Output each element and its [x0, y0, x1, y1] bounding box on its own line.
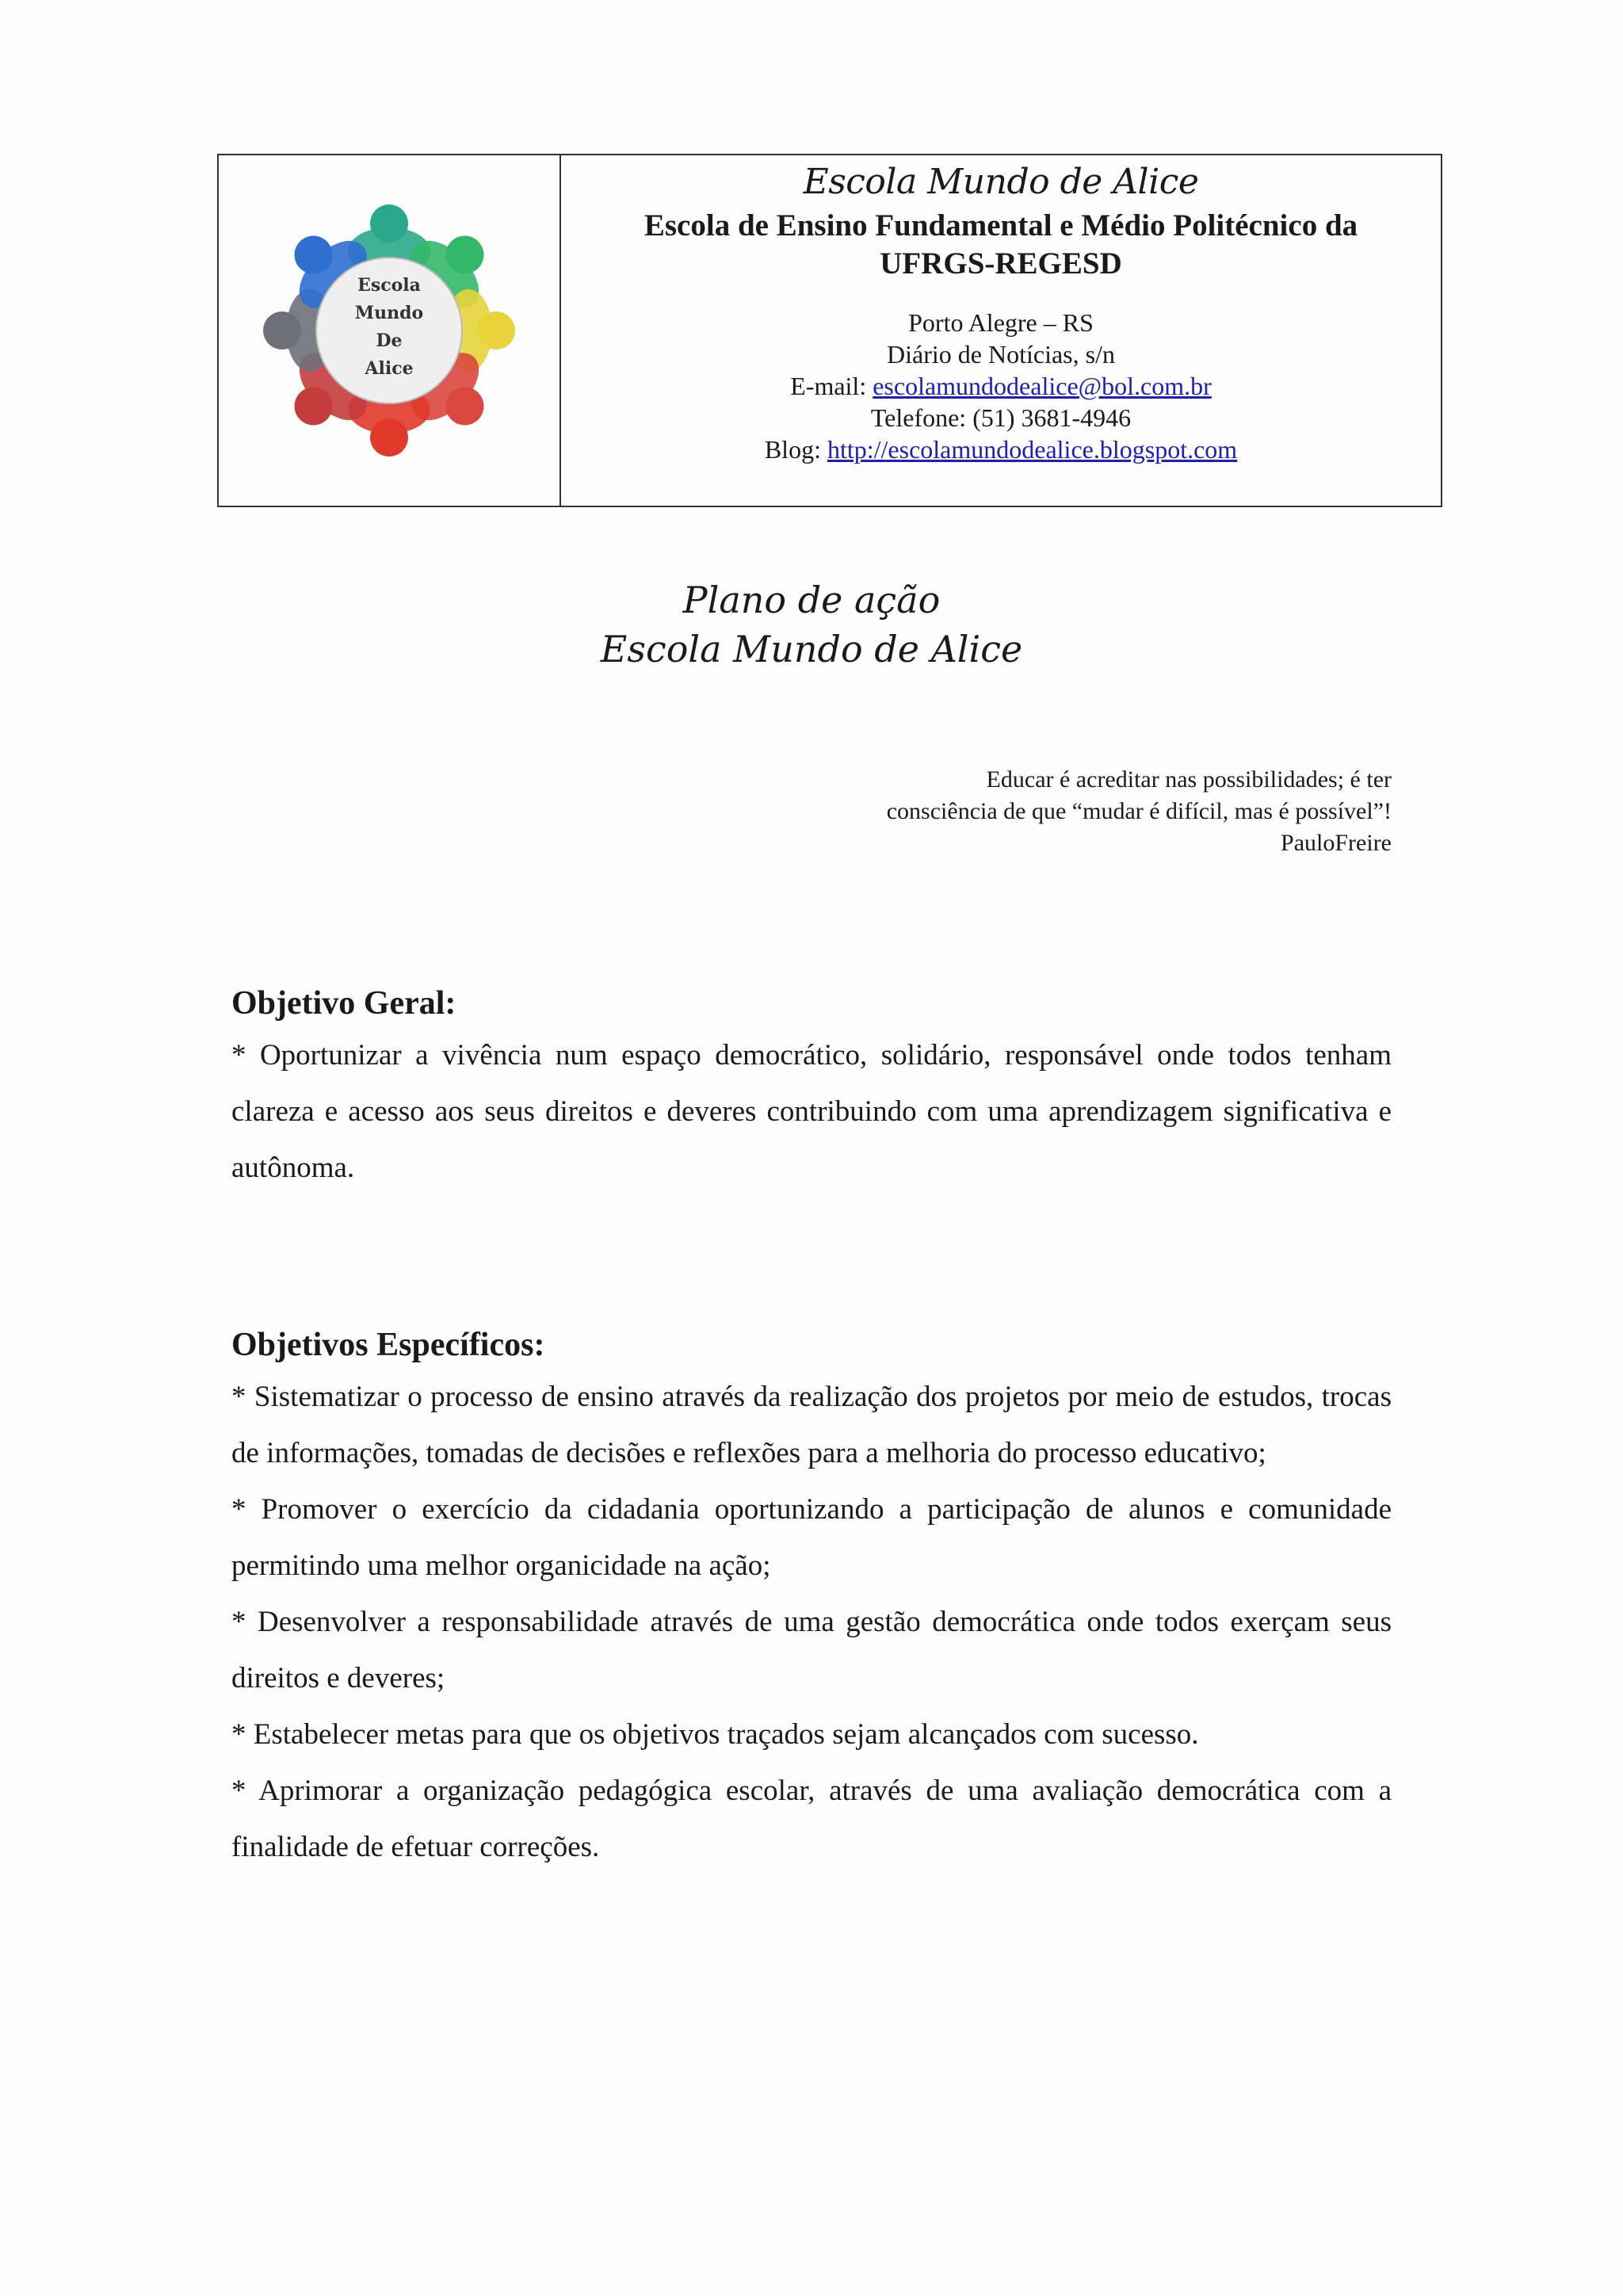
city: Porto Alegre – RS: [908, 308, 1094, 337]
school-name: Escola Mundo de Alice: [803, 162, 1199, 202]
objetivo-geral-section: [231, 980, 1392, 1196]
section-heading: Objetivo Geral:: [231, 985, 456, 1022]
quote-author: PauloFreire: [1281, 830, 1392, 856]
email-line: E-mail: escolamundodealice@bol.com.br: [790, 372, 1212, 400]
street: Diário de Notícias, s/n: [887, 340, 1115, 369]
paragraph: * Oportunizar a vivência num espaço democrático, solidário, responsável onde todos tenham clareza e acesso aos seus direitos e deveres contribuindo com uma aprendizagem significativa e autônoma.: [231, 1039, 1392, 1184]
svg-text:Mundo: Mundo: [354, 303, 424, 323]
blog-link[interactable]: http://escolamundodealice.blogspot.com: [827, 435, 1238, 464]
list-item: * Desenvolver a responsabilidade através de uma gestão democrática onde todos exerçam seus direitos e deveres;: [231, 1606, 1392, 1694]
list-item: * Sistematizar o processo de ensino através da realização dos projetos por meio de estudos, trocas de informações, tomadas de decisões e reflexões para a melhoria do processo educativo;: [231, 1381, 1392, 1469]
list-item: * Aprimorar a organização pedagógica escolar, através de uma avaliação democrática com a finalidade de efetuar correções.: [231, 1775, 1392, 1863]
logo-cell: [219, 155, 561, 506]
letterhead-info: [561, 155, 1441, 506]
blog-line: Blog: http://escolamundodealice.blogspot.com: [764, 435, 1238, 464]
school-logo: [239, 180, 540, 481]
plan-title-line1: Plano de ação: [682, 579, 941, 621]
plan-title-line2: Escola Mundo de Alice: [600, 628, 1023, 670]
list-item: * Promover o exercício da cidadania oportunizando a participação de alunos e comunidade permitindo uma melhor organicidade na ação;: [231, 1493, 1392, 1582]
phone: Telefone: (51) 3681-4946: [870, 403, 1132, 432]
epigraph-quote: Educar é acreditar nas possibilidades; é ter consciência de que “mudar é difícil, mas é possível”! PauloFreire: [678, 764, 1392, 859]
svg-text:Escola: Escola: [357, 275, 421, 296]
plan-title: [0, 575, 1623, 674]
letterhead-table: [217, 154, 1442, 507]
email-link[interactable]: escolamundodealice@bol.com.br: [873, 372, 1212, 400]
list-item: * Estabelecer metas para que os objetivos traçados sejam alcançados com sucesso.: [231, 1718, 1199, 1751]
address-block: [561, 307, 1441, 465]
objetivos-especificos-section: [231, 1321, 1392, 1875]
svg-text:De: De: [376, 330, 403, 351]
section-heading: Objetivos Específicos:: [231, 1327, 545, 1363]
school-full-name: Escola de Ensino Fundamental e Médio Politécnico da UFRGS-REGESD: [643, 208, 1358, 281]
svg-text:Alice: Alice: [365, 358, 414, 379]
